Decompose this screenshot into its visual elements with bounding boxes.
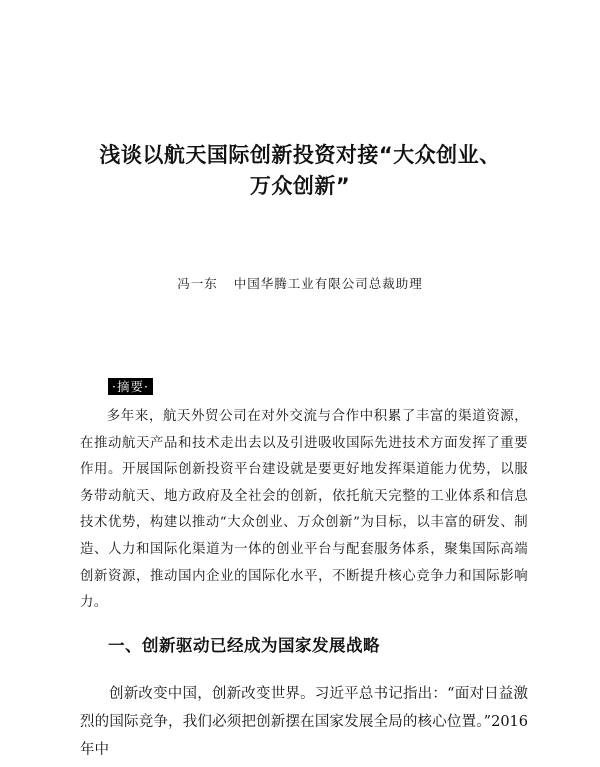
author-line: [0, 274, 600, 292]
abstract-label: ·摘要·: [108, 378, 153, 395]
section-body-text: 创新改变中国，创新改变世界。习近平总书记指出：“面对日益激烈的国际竞争，我们必须把创新摆在国家发展全局的核心位置。”2016年中: [80, 686, 528, 758]
section-heading: 一、创新驱动已经成为国家发展战略: [108, 636, 380, 655]
abstract-text: 多年来，航天外贸公司在对外交流与合作中积累了丰富的渠道资源，在推动航天产品和技术走出去以及引进吸收国际先进技术方面发挥了重要作用。开展国际创新投资平台建设就是要更好地发挥渠道能力优势，以服务带动航天、地方政府及全社会的创新，依托航天完整的工业体系和信息技术优势，构建以推动“大众创业、万众创新”为目标，以丰富的研发、制造、人力和国际化渠道为一体的创业平台与配套服务体系，聚集国际高端创新资源，推动国内企业的国际化水平，不断提升核心竞争力和国际影响力。: [80, 409, 528, 611]
author-affiliation: 中国华腾工业有限公司总裁助理: [233, 276, 423, 291]
title-line-1: 浅谈以航天国际创新投资对接“大众创业、: [99, 143, 501, 167]
author-name: 冯一东: [177, 276, 218, 291]
title-line-2: 万众创新”: [249, 174, 351, 198]
